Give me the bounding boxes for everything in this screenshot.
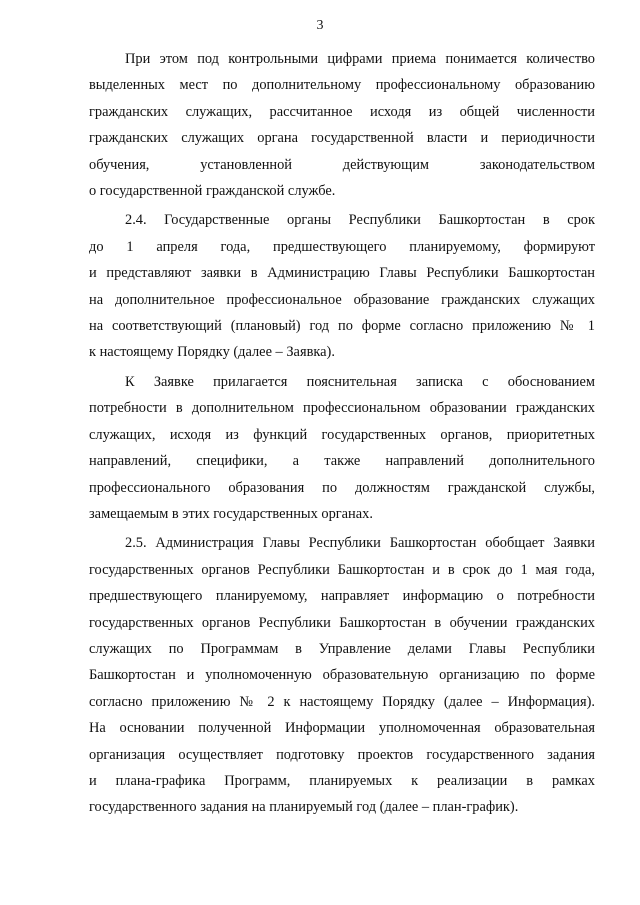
- text-line: и представляют заявки в Администрацию Главы Республики Башкортостан: [89, 265, 595, 282]
- paragraph-explanatory-note: [89, 369, 595, 527]
- text-line: обучения, установленной действующим законодательством: [89, 156, 595, 173]
- text-line: На основании полученной Информации уполномоченная образовательная: [89, 720, 595, 737]
- text-line: о государственной гражданской службе.: [89, 183, 336, 200]
- text-line: гражданских служащих, рассчитанное исходя из общей численности: [89, 103, 595, 120]
- paragraph-2-5: [89, 530, 595, 820]
- text-line: предшествующего планируемому, направляет информацию о потребности: [89, 588, 595, 605]
- text-line: При этом под контрольными цифрами приема понимается количество: [125, 51, 595, 67]
- text-line: до 1 апреля года, предшествующего планируемому, формируют: [89, 238, 595, 255]
- text-line: служащих по Программам в Управление делами Главы Республики: [89, 640, 595, 657]
- text-line: К Заявке прилагается пояснительная записка с обоснованием: [125, 373, 595, 390]
- text-line: замещаемым в этих государственных органах.: [89, 505, 373, 522]
- text-line: гражданских служащих органа государственной власти и периодичности: [89, 130, 595, 147]
- text-line: 2.5. Администрация Главы Республики Башкортостан обобщает Заявки: [125, 535, 595, 552]
- text-line: выделенных мест по дополнительному профессиональному образованию: [89, 77, 595, 94]
- text-line: профессионального образования по должностям гражданской службы,: [89, 479, 595, 496]
- text-line: на соответствующий (плановый) год по форме согласно приложению № 1: [89, 318, 595, 335]
- text-line: 2.4. Государственные органы Республики Башкортостан в срок: [125, 212, 595, 229]
- text-line: государственных органов Республики Башкортостан в обучении гражданских: [89, 614, 595, 631]
- paragraph-2-4: [89, 207, 595, 365]
- document-body: [89, 46, 595, 821]
- text-line: согласно приложению № 2 к настоящему Порядку (далее – Информация).: [89, 693, 595, 710]
- text-line: на дополнительное профессиональное образование гражданских служащих: [89, 291, 595, 308]
- page-number: 3: [316, 18, 324, 33]
- text-line: и плана-графика Программ, планируемых к реализации в рамках: [89, 772, 595, 789]
- text-line: государственного задания на планируемый год (далее – план-график).: [89, 799, 519, 816]
- text-line: служащих, исходя из функций государственных органов, приоритетных: [89, 426, 595, 443]
- text-line: к настоящему Порядку (далее – Заявка).: [89, 344, 335, 361]
- text-line: потребности в дополнительном профессиональном образовании гражданских: [89, 400, 595, 417]
- paragraph-control-figures: [89, 46, 595, 204]
- text-line: государственных органов Республики Башкортостан и в срок до 1 мая года,: [89, 561, 595, 578]
- text-line: Башкортостан и уполномоченную образовательную организацию по форме: [89, 667, 595, 684]
- text-line: организация осуществляет подготовку проектов государственного задания: [89, 746, 595, 763]
- text-line: направлений, специфики, а также направлений дополнительного: [89, 453, 595, 470]
